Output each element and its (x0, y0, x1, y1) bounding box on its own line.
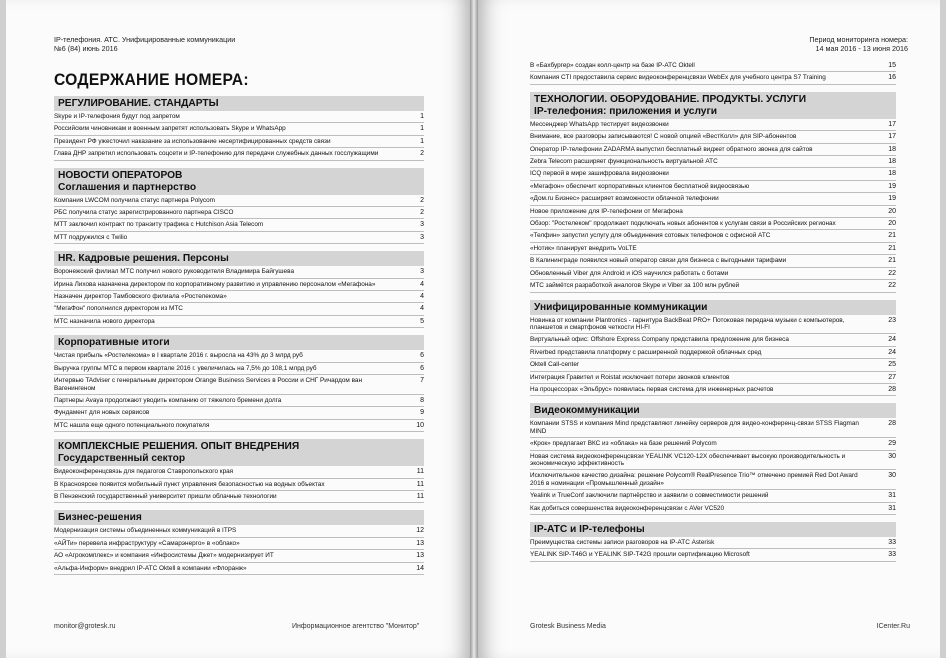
toc-entry[interactable] (530, 490, 896, 502)
toc-entry-page: 16 (888, 74, 896, 82)
right-page (478, 0, 940, 658)
toc-entry-page: 30 (888, 452, 896, 460)
toc-entry[interactable] (530, 168, 896, 180)
toc-entry[interactable] (530, 60, 896, 72)
toc-section (54, 168, 424, 245)
toc-entry-page: 21 (888, 244, 896, 252)
toc-entry-title: Внимание, все разговоры записываются! С новой опцией «ВестКолл» для SIP-абонентов (530, 133, 797, 141)
left-page (6, 0, 470, 658)
toc-entry-title: Oktell Call-center (530, 361, 580, 369)
toc-entry[interactable] (54, 563, 424, 575)
toc-entry-page: 23 (888, 316, 896, 324)
toc-entry[interactable] (54, 375, 424, 395)
toc-entry-page: 22 (888, 282, 896, 290)
toc-entry[interactable] (530, 156, 896, 168)
toc-entry-page: 5 (420, 317, 424, 325)
toc-entry[interactable] (530, 255, 896, 267)
toc-entry-title: Обзор: "Ростелеком" продолжает подключать новых абонентов к услугам связи в Российских регионах (530, 220, 836, 228)
toc-entry-title: Skype и IP-телефония будут под запретом (54, 113, 180, 120)
toc-entry[interactable] (530, 334, 896, 346)
toc-entry-page: 19 (888, 195, 896, 203)
toc-entry-title: Модернизация системы объединенных коммуникаций в ITPS (54, 527, 237, 535)
toc-entry-title: Компания CTI предоставила сервис видеоконференцсвязи WebEx для учебного центра S7 Training (530, 74, 826, 82)
toc-entry-page: 7 (420, 377, 424, 385)
toc-entry-title: Виртуальный офис: Offshore Express Company представила предложение для бизнеса (530, 336, 789, 344)
toc-entry[interactable] (530, 206, 896, 218)
toc-entry[interactable] (530, 218, 896, 230)
toc-entry[interactable] (530, 193, 896, 205)
section-heading (54, 168, 424, 195)
section-title: Унифицированные коммуникации (534, 301, 708, 313)
toc-entry-title: «Альфа-Информ» внедрил IP-ATC Oktell в компании «Флоранж» (54, 564, 247, 572)
toc-entry-title: Российским чиновникам и военным запретят использовать Skype и WhatsApp (54, 125, 286, 133)
toc-entry-title: "МегаФон" пополнился директором из МТС (54, 305, 183, 313)
toc-entry-page: 6 (420, 364, 424, 372)
toc-entry[interactable] (54, 232, 424, 244)
toc-entry-title: Видеоконференцсвязь для педагогов Ставропольского края (54, 468, 234, 476)
toc-entry-page: 33 (888, 551, 896, 559)
toc-entry-title: «АЙТи» перевела инфраструктуру «Самарэнерго» в «облако» (54, 539, 240, 547)
toc-entry[interactable] (54, 395, 424, 407)
toc-entry-title: Новая система видеоконференцсвязи YEALINK VC120-12X обеспечивает высокую производительность и экономическую эффективность (530, 452, 846, 467)
toc-entry-title: «Телфин» запустил услугу для объединения сотовых телефонов с офисной АТС (530, 232, 771, 240)
toc-entry-title: Исключительное качество дизайна: решение Polycom® RealPresence Trio™ отмечено премией Red Dot Award 2016 в номинации «Промышленный дизайн» (530, 472, 858, 487)
toc-entry[interactable] (54, 266, 424, 278)
toc-entry-title: Riverbed представила платформу с расширенной поддержкой облачных сред (530, 348, 762, 356)
toc-entry[interactable] (530, 230, 896, 242)
toc-section (54, 510, 424, 575)
toc-entry-title: АО «Агрокомплекс» и компания «Инфосистемы Джет» модернизирует ИТ (54, 552, 274, 560)
toc-entry[interactable] (530, 372, 896, 384)
toc-entry[interactable] (530, 537, 896, 549)
toc-entry-page: 18 (888, 170, 896, 178)
toc-entry[interactable] (530, 119, 896, 131)
toc-entry-page: 14 (416, 564, 424, 572)
toc-entry-page: 25 (888, 361, 896, 369)
toc-entry[interactable] (530, 315, 896, 335)
toc-entry[interactable] (54, 279, 424, 291)
toc-entry-page: 3 (420, 221, 424, 229)
toc-section (530, 60, 896, 85)
toc-entry-title: Компании STSS и компания Mind представляют линейку серверов для видео-конференц-связи STSS Flagman MIND (530, 420, 859, 435)
toc-entry-page: 12 (416, 527, 424, 535)
toc-entry-page: 3 (420, 233, 424, 241)
toc-entry-title: МТТ заключил контракт по транзиту трафика с Hutchison Asia Telecom (54, 221, 264, 229)
toc-entry-title: Yealink и TrueConf заключили партнёрство и заявили о совместимости решений (530, 492, 769, 500)
toc-entry-page: 27 (888, 373, 896, 381)
toc-entry[interactable] (54, 538, 424, 550)
toc-entry[interactable] (530, 347, 896, 359)
toc-entry-page: 31 (888, 492, 896, 500)
toc-entry-title: «Крок» предлагает ВКС из «облака» на базе решений Polycom (530, 440, 717, 448)
toc-entry-page: 30 (888, 472, 896, 480)
toc-entry-page: 15 (888, 62, 896, 69)
section-heading (530, 403, 896, 418)
section-title: Видеокоммуникации (534, 405, 640, 417)
toc-entry-page: 29 (888, 440, 896, 448)
toc-entry-title: МТС нашла еще одного потенциального покупателя (54, 421, 210, 429)
toc-entry[interactable] (54, 123, 424, 135)
section-subtitle: Государственный сектор (58, 453, 186, 465)
section-title: HR. Кадровые решения. Персоны (58, 253, 229, 265)
toc-entry[interactable] (54, 407, 424, 419)
footer-publisher: Grotesk Business Media (530, 623, 606, 630)
monitoring-period-label: Период мониторинга номера: (809, 35, 908, 44)
toc-entry-page: 13 (416, 539, 424, 547)
right-contents-column (530, 60, 896, 562)
toc-entry-page: 20 (888, 207, 896, 215)
toc-entry-title: Партнеры Avaya продолжают уводить компанию от тяжелого бремени долга (54, 396, 282, 404)
toc-entry[interactable] (54, 207, 424, 219)
toc-entry[interactable] (530, 470, 896, 490)
toc-entry-page: 2 (420, 150, 424, 158)
publication-title: IP-телефония. АТС. Унифицированные коммуникации (54, 35, 236, 44)
footer-email: monitor@grotesk.ru (54, 623, 116, 630)
toc-entry[interactable] (530, 438, 896, 450)
section-heading (530, 522, 896, 537)
toc-entry-page: 24 (888, 336, 896, 344)
toc-entry-title: YEALINK SIP-T46G и YEALINK SIP-T42G прошли сертификацию Microsoft (530, 551, 750, 559)
toc-entry-title: Как добиться совершенства видеоконференцсвязи с AVer VC520 (530, 504, 724, 512)
section-title: Корпоративные итоги (58, 337, 170, 349)
toc-entry-title: РБС получила статус зарегистрированного партнера CISCO (54, 209, 234, 217)
toc-entry[interactable] (54, 303, 424, 315)
toc-entry-title: Выручка группы МТС в первом квартале 2016 г. увеличилась на 7,5% до 108,1 млрд руб (54, 364, 317, 372)
toc-entry[interactable] (54, 316, 424, 328)
book-gutter (470, 0, 478, 658)
toc-entry-page: 8 (420, 396, 424, 404)
section-title: НОВОСТИ ОПЕРАТОРОВ (58, 169, 183, 181)
toc-entry-page: 1 (420, 125, 424, 133)
toc-entry-page: 28 (888, 420, 896, 428)
toc-entry-page: 33 (888, 539, 896, 546)
toc-entry[interactable] (54, 479, 424, 491)
toc-entry-title: «Нотик» планирует внедрить VoLTE (530, 244, 637, 252)
toc-entry-page: 17 (888, 120, 896, 128)
toc-section (54, 96, 424, 161)
toc-entry-title: МТТ подружился с Twilio (54, 233, 128, 241)
toc-entry-page: 4 (420, 280, 424, 288)
toc-entry[interactable] (54, 363, 424, 375)
toc-entry-page: 18 (888, 145, 896, 153)
toc-entry-title: Zebra Telecom расширяет функциональность виртуальной АТС (530, 158, 718, 166)
toc-entry[interactable] (530, 243, 896, 255)
toc-entry-page: 22 (888, 269, 896, 277)
toc-entry-title: Президент РФ ужесточил наказание за использование несертифицированных средств связи (54, 137, 331, 145)
toc-entry-page: 11 (416, 492, 424, 500)
toc-entry[interactable] (54, 550, 424, 562)
toc-entry-title: Назначен директор Тамбовского филиала «Ростелекома» (54, 293, 227, 301)
left-page-header (54, 35, 235, 53)
toc-entry-page: 19 (888, 182, 896, 190)
toc-entry-page: 11 (416, 468, 424, 476)
toc-section (54, 251, 424, 328)
toc-entry-page: 21 (888, 232, 896, 240)
toc-entry-title: Интервью TAdviser с генеральным директором Orange Business Services в России и СНГ Ричардом ван Вагенингеном (54, 377, 362, 392)
toc-entry[interactable] (530, 359, 896, 371)
toc-entry-page: 1 (420, 137, 424, 145)
toc-entry-title: Воронежский филиал МТС получил нового руководителя Владимира Байгушева (54, 268, 294, 276)
toc-entry-title: Глава ДНР запретил использовать соцсети и IP-телефонию для передачи служебных данных госслужащими (54, 150, 379, 158)
toc-entry-title: В Красноярске появится мобильный пункт управления безопасностью на водных объектах (54, 480, 325, 488)
toc-entry[interactable] (530, 144, 896, 156)
toc-entry[interactable] (530, 268, 896, 280)
toc-entry[interactable] (54, 195, 424, 207)
toc-entry-page: 20 (888, 220, 896, 228)
toc-entry-title: Новинка от компании Plantronics - гарнитура BackBeat PRO+ Потоковая передача музыки с компьютеров, планшетов и смартфонов четкости HI-FI (530, 316, 845, 331)
toc-entry[interactable] (530, 503, 896, 515)
toc-entry[interactable] (54, 291, 424, 303)
toc-entry[interactable] (530, 418, 896, 438)
section-title: IP-ATC и IP-телефоны (534, 524, 645, 535)
toc-entry[interactable] (54, 525, 424, 537)
section-title: Бизнес-решения (58, 512, 142, 524)
section-title: РЕГУЛИРОВАНИЕ. СТАНДАРТЫ (58, 98, 219, 109)
left-contents-column (54, 96, 424, 575)
toc-entry-page: 21 (888, 257, 896, 265)
toc-entry[interactable] (530, 131, 896, 143)
section-heading (54, 96, 424, 111)
toc-entry-title: Оператор IP-телефонии ZADARMA выпустил бесплатный виджет обратного звонка для сайтов (530, 145, 813, 153)
toc-entry[interactable] (530, 181, 896, 193)
toc-section (54, 335, 424, 432)
toc-section (530, 300, 896, 397)
toc-section (530, 522, 896, 562)
toc-entry[interactable] (54, 350, 424, 362)
toc-entry-title: ICQ первой в мире зашифровала видеозвонки (530, 170, 669, 178)
toc-entry-title: В Калининграде появился новый оператор связи для бизнеса с выгодными тарифами (530, 257, 787, 265)
section-title: КОМПЛЕКСНЫЕ РЕШЕНИЯ. ОПЫТ ВНЕДРЕНИЯ (58, 441, 300, 453)
toc-entry-title: В Пензенский государственный университет пришли облачные технологии (54, 492, 277, 500)
toc-entry-title: Новое приложение для IP-телефонии от Мегафона (530, 207, 683, 215)
toc-entry-page: 24 (888, 348, 896, 356)
toc-entry-page: 17 (888, 133, 896, 141)
right-page-header (809, 35, 908, 53)
toc-entry-page: 10 (416, 421, 424, 429)
toc-entry-page: 1 (420, 113, 424, 120)
toc-entry-title: Обновленный Viber для Android и iOS научился работать с ботами (530, 269, 729, 277)
toc-entry-title: МТС займётся разработкой аналогов Skype и Viber за 100 млн рублей (530, 282, 740, 290)
toc-entry-page: 9 (420, 409, 424, 417)
section-heading (530, 92, 896, 119)
toc-entry-title: Интеграция Гравител и Roistat исключает потери звонков клиентов (530, 373, 730, 381)
contents-title: СОДЕРЖАНИЕ НОМЕРА: (54, 70, 249, 89)
toc-entry-page: 2 (420, 209, 424, 217)
issue-number: №6 (84) июнь 2016 (54, 44, 118, 53)
toc-entry-title: Компания LWCOM получила статус партнера Polycom (54, 196, 215, 204)
toc-entry-title: Чистая прибыль «Ростелекома» в I квартале 2016 г. выросла на 43% до 3 млрд руб (54, 352, 303, 360)
toc-entry-title: Ирина Лихова назначена директором по корпоративному развитию и управлению персоналом «Мегафона» (54, 280, 376, 288)
toc-entry-title: В «Бахбургер» создан колл-центр на базе IP-АТС Oktell (530, 62, 695, 69)
monitoring-period-dates: 14 мая 2016 - 13 июня 2016 (815, 44, 908, 53)
toc-entry-page: 18 (888, 158, 896, 166)
section-title: ТЕХНОЛОГИИ. ОБОРУДОВАНИЕ. ПРОДУКТЫ. УСЛУГИ (534, 93, 807, 105)
toc-entry-page: 4 (420, 293, 424, 301)
toc-entry-title: Мессенджер WhatsApp тестирует видеозвонки (530, 120, 669, 128)
toc-entry-page: 3 (420, 268, 424, 276)
toc-section (530, 92, 896, 293)
section-subtitle: Соглашения и партнерство (58, 181, 197, 193)
toc-entry-page: 2 (420, 196, 424, 204)
section-heading (54, 439, 424, 466)
toc-entry-title: «Мегафон» обеспечит корпоративных клиентов бесплатной видеосвязью (530, 182, 750, 190)
section-heading (54, 251, 424, 266)
toc-entry-title: МТС назначила нового директора (54, 317, 155, 325)
section-heading (54, 335, 424, 350)
toc-entry[interactable] (530, 384, 896, 396)
toc-entry[interactable] (530, 280, 896, 292)
toc-entry[interactable] (530, 72, 896, 84)
toc-entry-page: 4 (420, 305, 424, 313)
toc-entry-page: 31 (888, 504, 896, 512)
toc-section (54, 439, 424, 503)
toc-entry[interactable] (54, 219, 424, 231)
toc-entry-title: На процессорах «Эльбрус» появилась первая система для инженерных расчетов (530, 385, 774, 393)
toc-entry[interactable] (530, 451, 896, 471)
toc-entry[interactable] (530, 549, 896, 561)
toc-entry-page: 11 (416, 480, 424, 488)
toc-entry[interactable] (54, 491, 424, 503)
toc-entry-page: 28 (888, 385, 896, 393)
toc-entry-title: Фундамент для новых сервисов (54, 409, 150, 417)
footer-agency: Информационное агентство "Монитор" (292, 623, 420, 630)
toc-entry-page: 6 (420, 352, 424, 360)
toc-entry-page: 13 (416, 552, 424, 560)
toc-entry-title: Преимущества системы записи разговоров на IP-АТС Asterisk (530, 539, 715, 546)
toc-entry[interactable] (54, 420, 424, 432)
footer-site: ICenter.Ru (876, 623, 910, 630)
toc-entry[interactable] (54, 111, 424, 123)
section-heading (530, 300, 896, 315)
toc-entry-title: «Дом.ru Бизнес» расширяет возможности облачной телефонии (530, 195, 719, 203)
section-subtitle: IP-телефония: приложения и услуги (534, 105, 717, 117)
toc-entry[interactable] (54, 148, 424, 160)
toc-entry[interactable] (54, 136, 424, 148)
toc-section (530, 403, 896, 515)
toc-entry[interactable] (54, 466, 424, 478)
section-heading (54, 510, 424, 525)
